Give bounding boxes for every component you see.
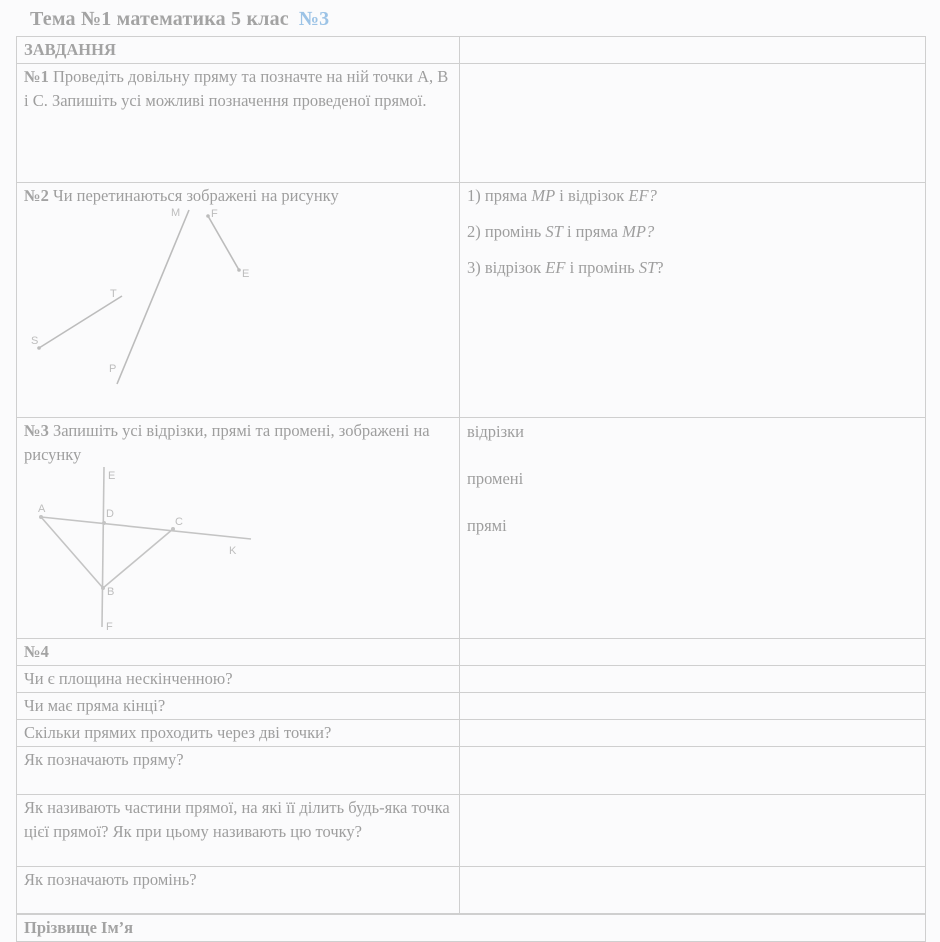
task2-cell: [17, 183, 460, 418]
header-label: ЗАВДАННЯ: [24, 40, 116, 59]
task1-answer-cell[interactable]: [460, 64, 926, 183]
name-cell[interactable]: [17, 914, 926, 942]
task4-answer-cell: [460, 639, 926, 666]
task4-row-5: [17, 795, 926, 867]
task3-text: Запишіть усі відрізки, прямі та промені, зображені на рисунку: [24, 421, 430, 464]
task4-question-2: Чи має пряма кінці?: [17, 693, 460, 720]
task2-number: №2: [24, 186, 49, 205]
task4-question-4: Як позначають пряму?: [17, 747, 460, 795]
label-B: B: [107, 586, 115, 598]
task4-question-5: Як називають частини прямої, на які її ділить будь-яка точка цієї прямої? Як при цьому називають цю точку?: [17, 795, 460, 867]
task4-row-2: [17, 693, 926, 720]
name-label: Прізвище Ім’я: [24, 917, 134, 937]
label-S: S: [31, 335, 39, 347]
header-answer-cell: [460, 37, 926, 64]
task4-row-4: [17, 747, 926, 795]
task1-cell: [17, 64, 460, 183]
task4-answer-6[interactable]: [460, 867, 926, 914]
task2-question-2: 2) промінь ST і пряма MP?: [467, 222, 655, 241]
task1-text: Проведіть довільну пряму та позначте на ній точки А, В і С. Запишіть усі можливі позначення проведеної прямої.: [24, 67, 449, 110]
task1-row: [17, 64, 926, 183]
label-P: P: [109, 363, 117, 375]
task2-text: Чи перетинаються зображені на рисунку: [52, 186, 339, 205]
label-E: E: [108, 470, 116, 482]
task2-question-1: 1) пряма MP і відрізок EF?: [467, 186, 657, 205]
task3-number: №3: [24, 421, 49, 440]
task4-answer-3[interactable]: [460, 720, 926, 747]
page-title: [30, 8, 329, 31]
task4-answer-1[interactable]: [460, 666, 926, 693]
task4-question-6: Як позначають промінь?: [17, 867, 460, 914]
task4-question-1: Чи є площина нескінченною?: [17, 666, 460, 693]
task1-number: №1: [24, 67, 49, 86]
task4-question-3: Скільки прямих проходить через дві точки?: [17, 720, 460, 747]
label-C: C: [175, 516, 183, 528]
header-cell: [17, 37, 460, 64]
task2-figure: [24, 208, 454, 388]
task3-answer-cell[interactable]: [460, 418, 926, 639]
label-F: F: [106, 621, 113, 632]
label-T: T: [110, 288, 117, 300]
label-K: K: [229, 545, 237, 557]
task4-row-3: [17, 720, 926, 747]
task4-cell: [17, 639, 460, 666]
header-row: [17, 37, 926, 64]
label-E: E: [242, 268, 250, 280]
task3-row: [17, 418, 926, 639]
task4-header-row: [17, 639, 926, 666]
task4-number: №4: [24, 642, 49, 661]
task4-row-6: [17, 867, 926, 914]
title-text: Тема №1 математика 5 клас: [30, 8, 289, 30]
task2-question-3: 3) відрізок EF і промінь ST?: [467, 258, 664, 277]
answer-segments: відрізки: [467, 422, 524, 441]
task3-cell: [17, 418, 460, 639]
task4-answer-5[interactable]: [460, 795, 926, 867]
title-number: №3: [298, 8, 330, 30]
task4-row-1: [17, 666, 926, 693]
label-A: A: [38, 503, 46, 515]
footer-row: [17, 914, 926, 942]
answer-rays: промені: [467, 469, 524, 488]
label-D: D: [106, 508, 114, 520]
label-F: F: [211, 208, 218, 220]
task3-figure: [24, 467, 454, 632]
answer-lines: прямі: [467, 516, 507, 535]
task4-answer-2[interactable]: [460, 693, 926, 720]
task2-row: [17, 183, 926, 418]
task-table: [16, 36, 926, 942]
label-M: M: [171, 208, 181, 219]
task4-answer-4[interactable]: [460, 747, 926, 795]
task2-answer-cell: [460, 183, 926, 418]
